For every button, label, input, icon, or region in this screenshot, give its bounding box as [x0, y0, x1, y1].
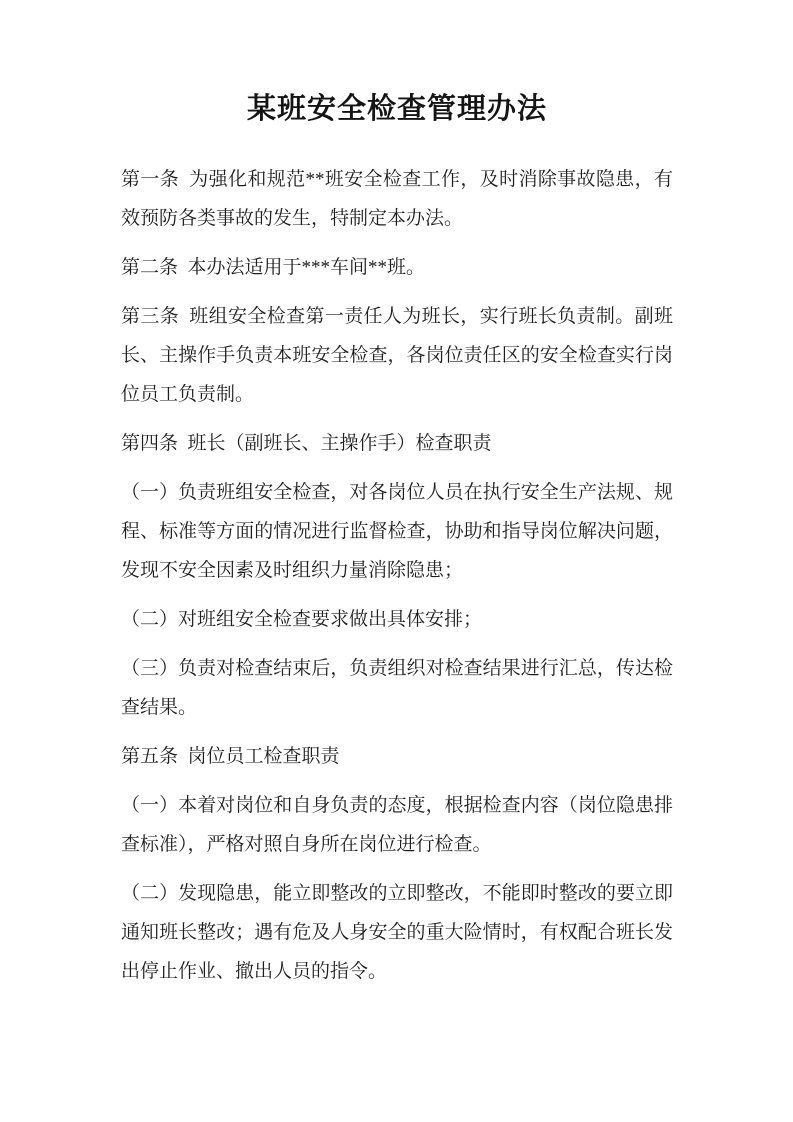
- paragraph-article-5: 第五条 岗位员工检查职责: [121, 746, 340, 767]
- paragraph-article-3: 第三条 班组安全检查第一责任人为班长，实行班长负责制。副班长、主操作手负责本班安全检查，各岗位责任区的安全检查实行岗位员工负责制。: [121, 306, 673, 405]
- paragraph-article-2: 第二条 本办法适用于***车间**班。: [121, 257, 426, 278]
- paragraph-article-4-item-1: （一）负责班组安全检查，对各岗位人员在执行安全生产法规、规程、标准等方面的情况进行监督检查，协助和指导岗位解决问题，发现不安全因素及时组织力量消除隐患；: [121, 482, 673, 581]
- paragraph-article-5-item-2: （二）发现隐患，能立即整改的立即整改，不能即时整改的要立即通知班长整改；遇有危及人身安全的重大险情时，有权配合班长发出停止作业、撤出人员的指令。: [121, 883, 673, 982]
- paragraph-article-4-item-2: （二）对班组安全检查要求做出具体安排；: [121, 609, 483, 630]
- paragraph-article-1: 第一条 为强化和规范**班安全检查工作，及时消除事故隐患，有效预防各类事故的发生，特制定本办法。: [121, 169, 673, 229]
- paragraph-article-4-item-3: （三）负责对检查结束后，负责组织对检查结果进行汇总，传达检查结果。: [121, 658, 673, 718]
- paragraph-article-5-item-1: （一）本着对岗位和自身负责的态度，根据检查内容（岗位隐患排查标准），严格对照自身所在岗位进行检查。: [121, 795, 673, 855]
- document-title: 某班安全检查管理办法: [246, 93, 547, 125]
- paragraph-article-4: 第四条 班长（副班长、主操作手）检查职责: [121, 433, 492, 454]
